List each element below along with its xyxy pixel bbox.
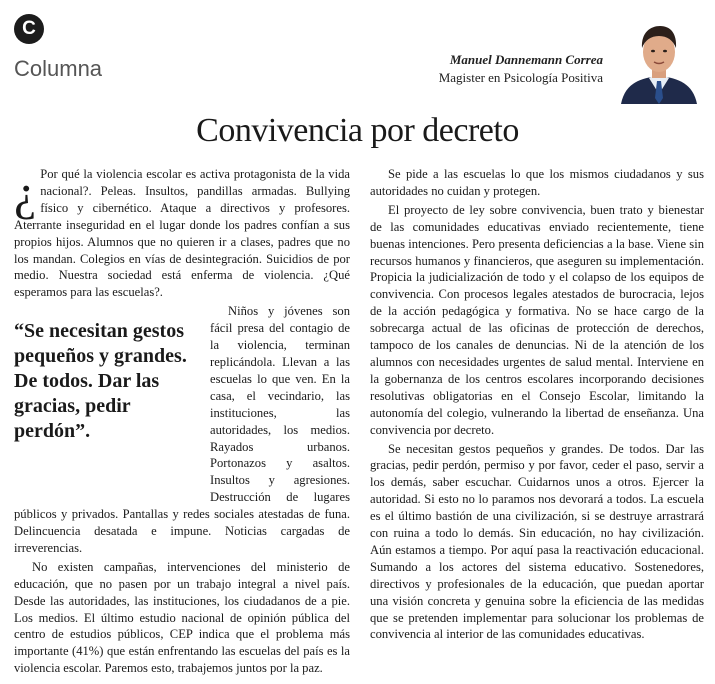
paragraph: Niños y jóvenes son fácil presa del contagio de la violencia, terminan replicándola. Llevan a las escuelas lo que ven. En la casa, el vecindario, las instituciones, las autoridades, los medios. Rayados urbanos. Portonazos y asaltos. Insultos y agresiones. Destrucción de lugares públicos y privados. Pantallas y redes sociales atestadas de funa. Delincuencia desatada e impune. Noticias cargadas de irreverencias. <box>14 304 350 555</box>
author-portrait <box>617 18 701 104</box>
author-title: Magister en Psicología Positiva <box>438 70 603 85</box>
article-column-right <box>370 166 704 645</box>
paragraph: Se necesitan gestos pequeños y grandes. De todos. Dar las gracias, pedir perdón, permiso y por favor, ceder el paso, servir a los demás, saber escuchar. Cuidarnos unos a otros. Ejercer la autoridad. Si esto no lo paramos nos devorará a todos. La escuela es el último bastión de una civilización, si se destruye arrastrará con ruina a todo lo demás. Sin educación, no hay civilización. Aún estamos a tiempo. Por aquí pasa la reactivación educacional. Sumando a los actores del sistema educativo. Sostenedores, directivos y profesionales de la educación, que puedan aportar una visión concreta y genuina sobre la eficiencia de las medidas que se pretenden implementar para solucionar los problemas de convivencia al interior de las comunidades educativas. <box>370 441 704 642</box>
drop-cap: ¿ <box>14 164 37 220</box>
paragraph-text: Por qué la violencia escolar es activa protagonista de la vida nacional?. Peleas. Insultos, pandillas armadas. Bullying físico y cibernético. Ataque a directivos y profesores. Aterrante inseguridad en el lugar donde los padres confían a sus propios hijos. Alumnos que no quieren ir a clases, padres que no los mandan. Colegios en vías de desintegración. Suicidios de por medio. Nuestra sociedad está enferma de violencia. ¿Qué esperamos para las escuelas?. <box>14 167 350 300</box>
paragraph: Se pide a las escuelas lo que los mismos ciudadanos y sus autoridades no cuidan y protegen. <box>370 167 704 198</box>
paragraph <box>14 166 350 301</box>
article-column-left <box>14 166 350 679</box>
paragraph: El proyecto de ley sobre convivencia, buen trato y bienestar de las comunidades educativas enviado recientemente, tiene buenas intenciones. Pero presenta deficiencias a la base. Viene sin recursos humanos y financieros, que aseguren su implementación. Propicia la judicialización de todo y el colapso de los equipos de convivencia. Con procesos legales atestados de burocracia, lejos de la acción pedagógica y formativa. No se hace cargo de la sobrecarga actual de las oficinas de protección de derechos, tampoco de los canales de denuncias. Ni de la atención de los alumnos con necesidades urgentes de salud mental. Interviene en la gobernanza de los centros escolares incorporando decisiones resolutivas obligatorias en el Consejo Escolar, limitando la autonomía del colegio, vulnerando la libertad de enseñanza. Una convivencia por decreto. <box>370 202 704 437</box>
section-label: Columna <box>14 56 103 81</box>
paragraph: No existen campañas, intervenciones del ministerio de educación, que no pasen por un trabajo integral a nivel país. Desde las autoridades, las instituciones, los ciudadanos de a pie. Los medios. El último estudio nacional de opinión pública del centro de estudios públicos, CEP indica que el problema más importante (41%) que están enfrentando las escuelas del país es la violencia escolar. Paremos esto, trabajemos juntos por la paz. <box>14 559 350 676</box>
section-logo: C <box>14 14 44 44</box>
article-headline: Convivencia por decreto <box>196 112 519 149</box>
author-name: Manuel Dannemann Correa <box>449 52 603 67</box>
author-block <box>439 52 603 86</box>
pull-quote: “Se necesitan gestos pequeños y grandes. De todos. Dar las gracias, pedir perdón”. <box>14 320 187 443</box>
